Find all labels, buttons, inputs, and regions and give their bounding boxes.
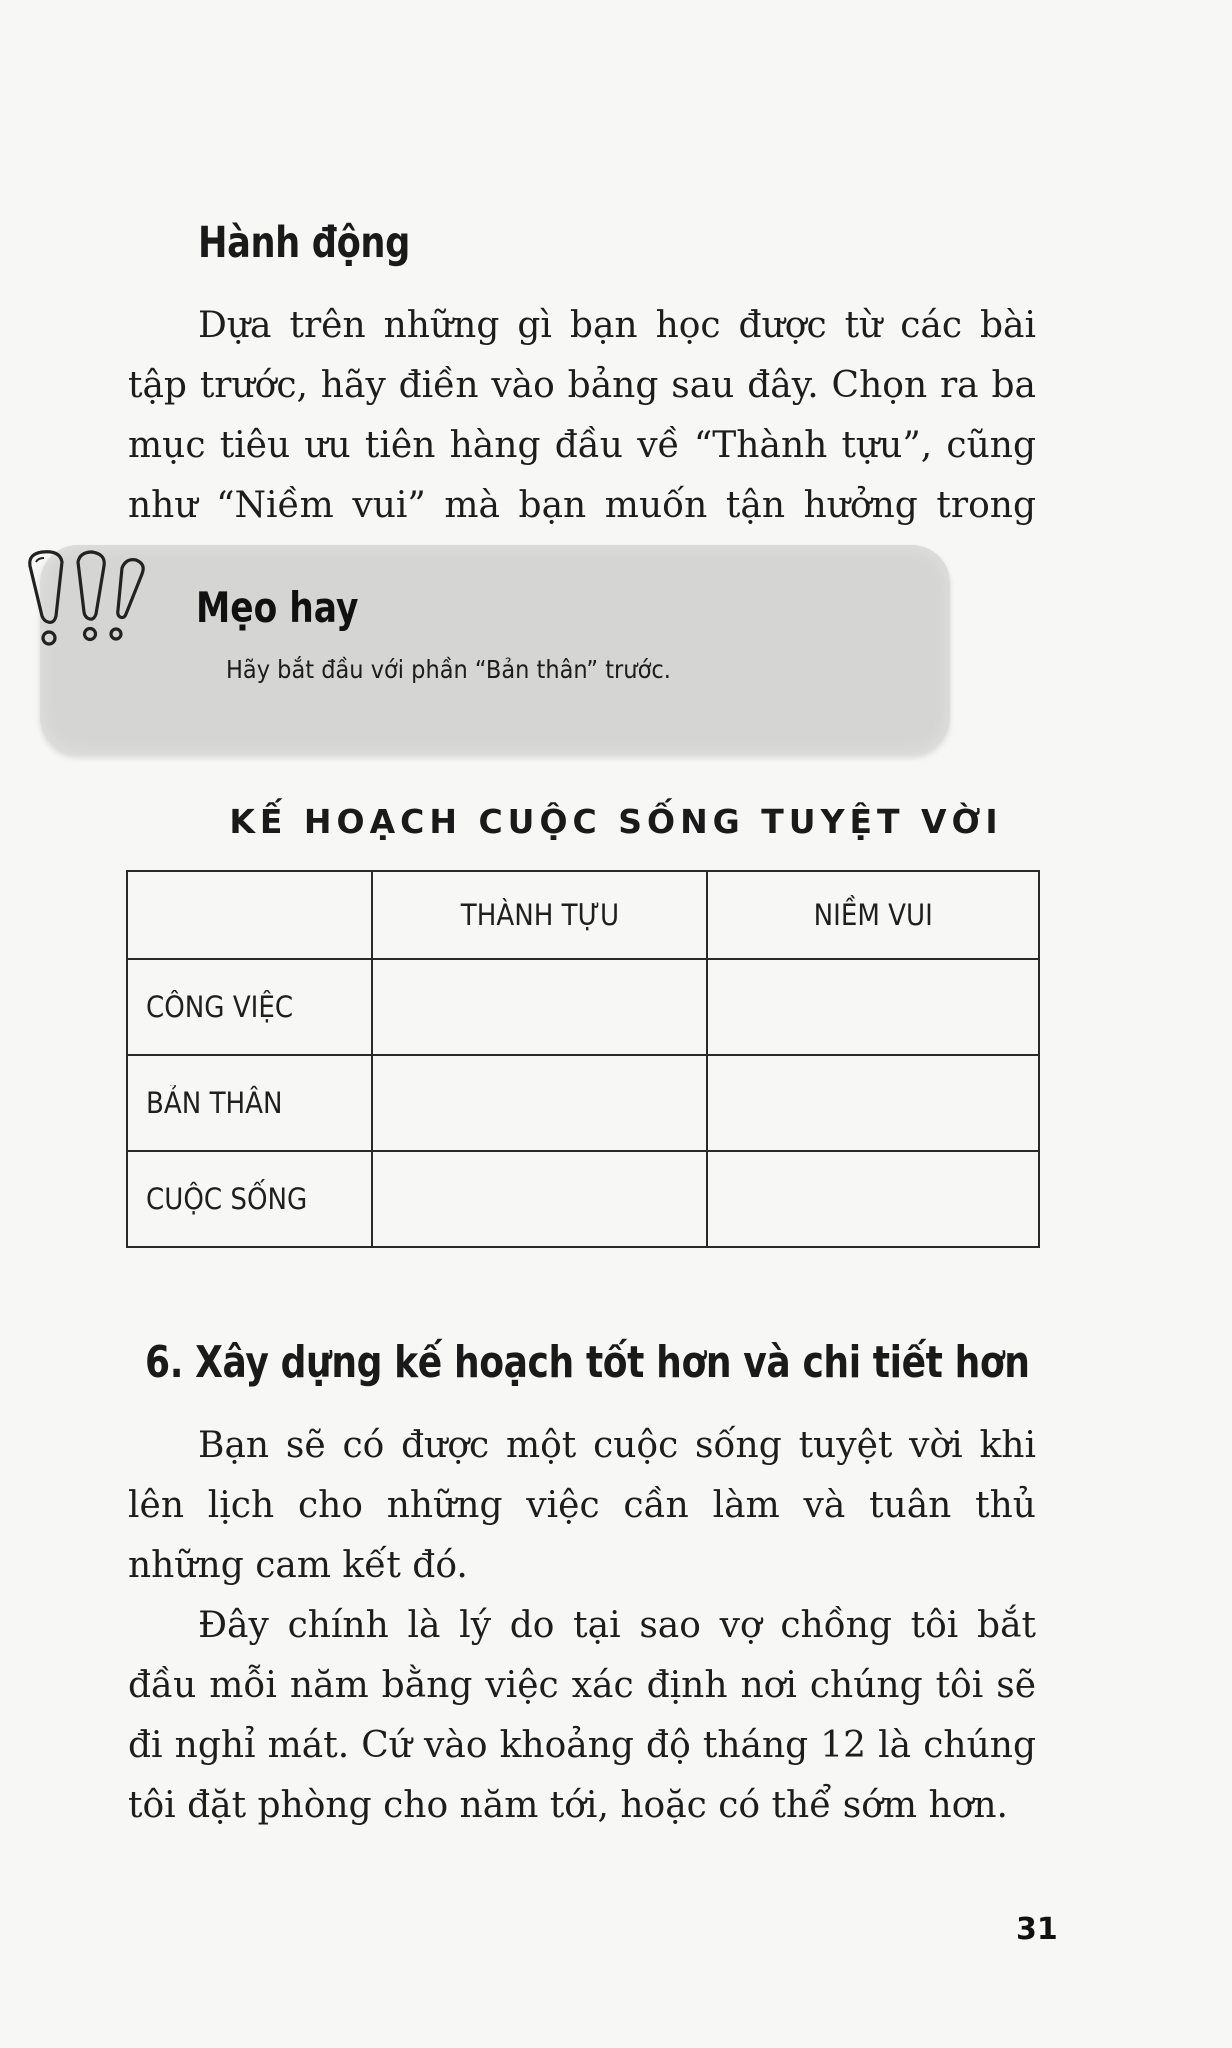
tip-box bbox=[40, 545, 950, 755]
life-plan-table bbox=[126, 870, 1040, 1248]
tip-text: Hãy bắt đầu với phần “Bản thân” trước. bbox=[226, 655, 671, 684]
exclamation-marks-icon bbox=[22, 548, 172, 668]
section-heading: 6. Xây dựng kế hoạch tốt hơn và chi tiết hơn bbox=[145, 1337, 1030, 1388]
table-cell bbox=[372, 1055, 707, 1151]
table-row bbox=[127, 1055, 1039, 1151]
table-header-cell bbox=[127, 871, 372, 959]
table-title: KẾ HOẠCH CUỘC SỐNG TUYỆT VỜI bbox=[229, 802, 1003, 841]
paragraph: Dựa trên những gì bạn học được từ các bài tập trước, hãy điền vào bảng sau đây. Chọn ra ba mục tiêu ưu tiên hàng đầu về “Thành tựu”, cũng như “Niềm vui” mà bạn muốn tận hưởng trong bbox=[128, 305, 1036, 526]
table-cell bbox=[372, 1151, 707, 1247]
table-row bbox=[127, 1151, 1039, 1247]
row-label: BẢN THÂN bbox=[127, 1055, 372, 1151]
table-cell bbox=[707, 1151, 1039, 1247]
table-cell bbox=[707, 959, 1039, 1055]
page-number: 31 bbox=[1016, 1912, 1058, 1947]
row-label: CUỘC SỐNG bbox=[127, 1151, 372, 1247]
paragraph: Đây chính là lý do tại sao vợ chồng tôi bắt đầu mỗi năm bằng việc xác định nơi chúng tôi sẽ đi nghỉ mát. Cứ vào khoảng độ tháng 12 là chúng tôi đặt phòng cho năm tới, hoặc có thể sớm hơn. bbox=[128, 1605, 1036, 1826]
row-label: CÔNG VIỆC bbox=[127, 959, 372, 1055]
table-header-cell: THÀNH TỰU bbox=[372, 871, 707, 959]
subheading: Hành động bbox=[198, 218, 410, 268]
table-header-row bbox=[127, 871, 1039, 959]
tip-title: Mẹo hay bbox=[196, 583, 359, 632]
table-row bbox=[127, 959, 1039, 1055]
table-header-cell: NIỀM VUI bbox=[707, 871, 1039, 959]
paragraph: Bạn sẽ có được một cuộc sống tuyệt vời khi lên lịch cho những việc cần làm và tuân thủ những cam kết đó. bbox=[128, 1425, 1036, 1586]
table-cell bbox=[372, 959, 707, 1055]
table-cell bbox=[707, 1055, 1039, 1151]
